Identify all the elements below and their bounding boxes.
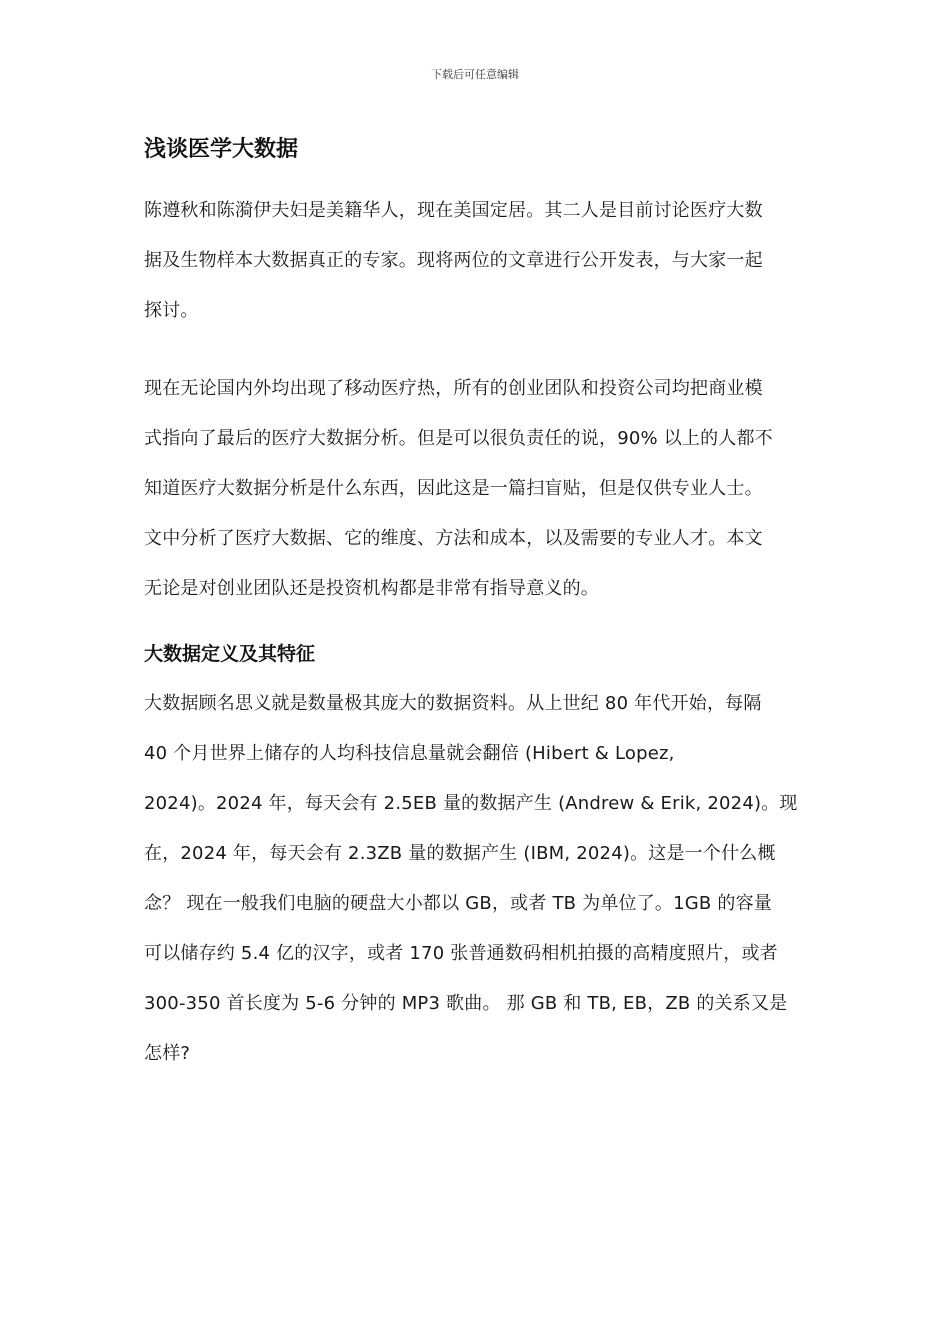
text-line: 陈遵秋和陈漪伊夫妇是美籍华人，现在美国定居。其二人是目前讨论医疗大数 xyxy=(144,200,763,221)
text-line: 现在无论国内外均出现了移动医疗热，所有的创业团队和投资公司均把商业模 xyxy=(144,378,763,399)
page-header-note: 下载后可任意编辑 xyxy=(431,68,519,81)
document-body xyxy=(144,130,806,1079)
document-title: 浅谈医学大数据 xyxy=(144,137,299,162)
section-paragraph xyxy=(144,679,806,1079)
text-line: 300-350 首长度为 5-6 分钟的 MP3 歌曲。 那 GB 和 TB, EB，ZB 的关系又是 xyxy=(144,993,788,1014)
text-line: 可以储存约 5.4 亿的汉字，或者 170 张普通数码相机拍摄的高精度照片，或者 xyxy=(144,943,778,964)
text-line: 在，2024 年，每天会有 2.3ZB 量的数据产生 (IBM, 2024)。这是一个什么概 xyxy=(144,843,776,864)
text-line: 怎样? xyxy=(144,1043,191,1064)
text-line: 2024)。2024 年，每天会有 2.5EB 量的数据产生 (Andrew & Erik, 2024)。现 xyxy=(144,793,798,814)
text-line: 念？ 现在一般我们电脑的硬盘大小都以 GB，或者 TB 为单位了。1GB 的容量 xyxy=(144,893,772,914)
text-line: 大数据顾名思义就是数量极其庞大的数据资料。从上世纪 80 年代开始，每隔 xyxy=(144,693,762,714)
text-line: 无论是对创业团队还是投资机构都是非常有指导意义的。 xyxy=(144,578,599,599)
text-line: 知道医疗大数据分析是什么东西，因此这是一篇扫盲贴，但是仅供专业人士。 xyxy=(144,478,763,499)
section-heading: 大数据定义及其特征 xyxy=(144,643,316,665)
text-line: 式指向了最后的医疗大数据分析。但是可以很负责任的说，90% 以上的人都不 xyxy=(144,428,773,449)
text-line: 40 个月世界上储存的人均科技信息量就会翻倍 (Hibert & Lopez, xyxy=(144,743,675,764)
text-line: 据及生物样本大数据真正的专家。现将两位的文章进行公开发表，与大家一起 xyxy=(144,250,763,271)
text-line: 文中分析了医疗大数据、它的维度、方法和成本，以及需要的专业人才。本文 xyxy=(144,528,763,549)
text-line: 探讨。 xyxy=(144,300,199,321)
summary-paragraph xyxy=(144,364,806,614)
intro-paragraph xyxy=(144,186,806,336)
